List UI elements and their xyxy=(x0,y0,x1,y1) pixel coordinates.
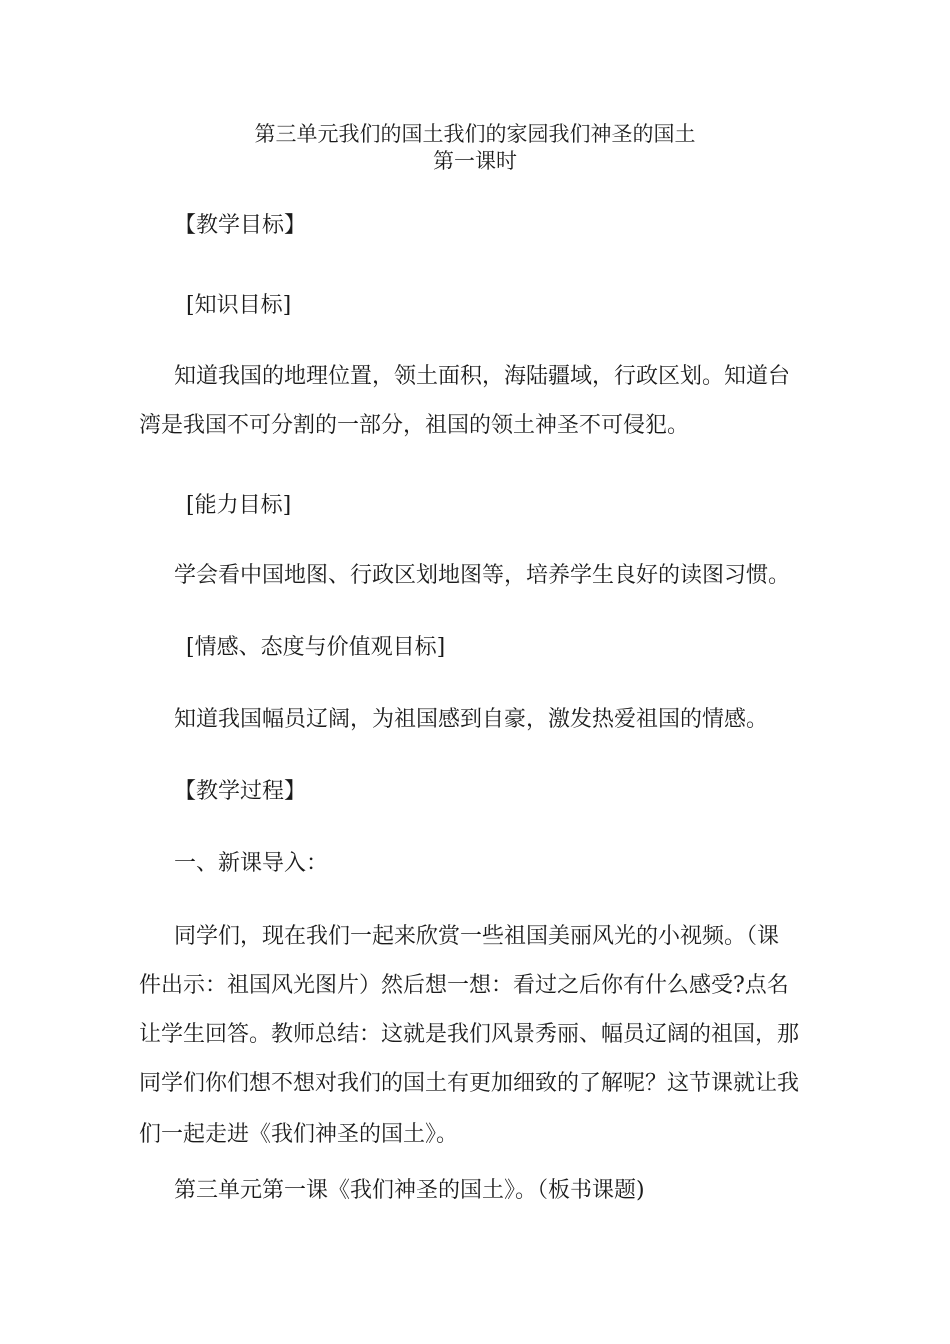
knowledge-goal-line: 知道我国的地理位置，领土面积，海陆疆域，行政区划。知道台 xyxy=(174,364,791,389)
section-one-heading: 一、新课导入： xyxy=(174,851,329,876)
document-subtitle: 第一课时 xyxy=(433,149,517,173)
intro-paragraph-line: 们一起走进《我们神圣的国土》。 xyxy=(139,1122,459,1147)
ability-goal-heading: [能力目标] xyxy=(186,493,292,518)
knowledge-goal-line: 湾是我国不可分割的一部分，祖国的领土神圣不可侵犯。 xyxy=(139,413,690,438)
document-title: 第三单元我们的国土我们的家园我们神圣的国土 xyxy=(254,122,696,146)
emotion-goal-text: 知道我国幅员辽阔，为祖国感到自豪，激发热爱祖国的情感。 xyxy=(174,707,769,732)
intro-paragraph-line: 同学们你们想不想对我们的国土有更加细致的了解呢？这节课就让我 xyxy=(139,1071,800,1096)
intro-paragraph-line: 同学们，现在我们一起来欣赏一些祖国美丽风光的小视频。（课 xyxy=(174,924,780,949)
intro-paragraph-line: 件出示：祖国风光图片）然后想一想：看过之后你有什么感受?点名 xyxy=(139,973,789,998)
board-title-line: 第三单元第一课《我们神圣的国土》。（板书课题) xyxy=(174,1178,645,1203)
teaching-process-heading: 【教学过程】 xyxy=(174,779,307,804)
intro-paragraph-line: 让学生回答。教师总结：这就是我们风景秀丽、幅员辽阔的祖国，那 xyxy=(139,1022,800,1047)
teaching-goals-heading: 【教学目标】 xyxy=(174,213,307,238)
ability-goal-text: 学会看中国地图、行政区划地图等，培养学生良好的读图习惯。 xyxy=(174,563,791,588)
emotion-goal-heading: [情感、态度与价值观目标] xyxy=(186,635,446,660)
knowledge-goal-heading: [知识目标] xyxy=(186,293,292,318)
